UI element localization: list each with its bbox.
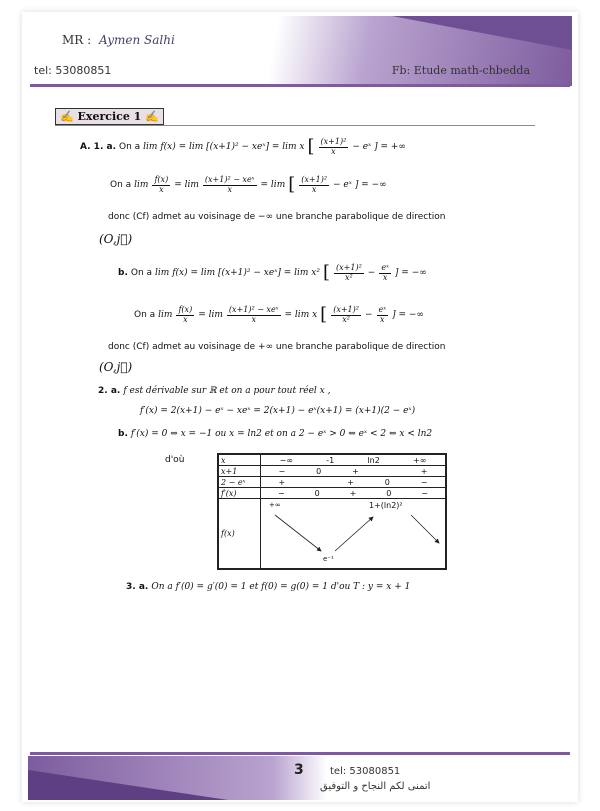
- mr-label: MR :: [62, 33, 92, 47]
- contact-line: [34, 64, 566, 77]
- header-rule: [30, 84, 570, 87]
- author-line: [62, 33, 175, 47]
- line-donc1: donc (Cf) admet au voisinage de −∞ une branche parabolique de direction: [108, 212, 446, 222]
- dou-label: d'où: [165, 455, 185, 465]
- footer-wish: اتمنى لكم النجاح و التوفيق: [320, 781, 431, 792]
- fx-min: e⁻¹: [323, 555, 334, 563]
- footer-rule: [30, 752, 570, 755]
- line-a1b: On a lim $\frac{f(x)}{x}$ = lim $\frac{\text{(x+1)² − xeˣ}}{x}$ = lim [ $\frac{\text{(x+1)²}}{x}$ − eˣ ] = −∞: [110, 174, 387, 196]
- page-number: 3: [294, 762, 304, 778]
- table-header-row: x −∞ -1 ln2 +∞: [219, 455, 446, 466]
- exercise-rule: [55, 125, 535, 126]
- header-tel: tel: 53080851: [34, 64, 112, 77]
- fx-top-left: +∞: [269, 501, 281, 509]
- variation-arrows: [261, 499, 447, 569]
- line-b2: On a lim $\frac{f(x)}{x}$ = lim $\frac{\text{(x+1)² − xeˣ}}{x}$ = lim x [ $\frac{\text{(x+1)²}}{\text{x²}}$ − $\frac{\text{eˣ}}{x}$ ] = −∞: [134, 304, 424, 326]
- line-dir2: (O,j⃗): [99, 360, 133, 374]
- fx-max: 1+(ln2)²: [369, 501, 403, 510]
- line-q3: 3. a. On a f′(0) = g′(0) = 1 et f(0) = g(0) = 1 d'ou T : y = x + 1: [126, 582, 411, 592]
- fx-row: f(x) +∞ e⁻¹ 1+(ln2)²: [219, 499, 446, 569]
- line-dir1: (O,j⃗): [99, 232, 133, 246]
- table-row: x+1 − 0 + +: [219, 466, 446, 477]
- line-donc2: donc (Cf) admet au voisinage de +∞ une branche parabolique de direction: [108, 342, 446, 352]
- line-b1: b. On a lim f(x) = lim [(x+1)² − xeˣ] = lim x² [ $\frac{\text{(x+1)²}}{\text{x²}}$ − $\frac{\text{eˣ}}{x}$ ] = −∞: [118, 262, 427, 284]
- header-fb: Fb: Etude math-chbedda: [391, 64, 530, 77]
- table-row: f′(x) − 0 + 0 −: [219, 488, 446, 499]
- line-a1: A. 1. a. On a lim f(x) = lim [(x+1)² − xeˣ] = lim x [ $\frac{\text{(x+1)²}}{x}$ − eˣ ] = +∞: [80, 136, 406, 158]
- author-signature: Aymen Salhi: [99, 33, 175, 47]
- footer-tel: tel: 53080851: [330, 766, 401, 777]
- variation-table: [217, 453, 447, 570]
- line-q2b: b. f′(x) = 0 ⇔ x = −1 ou x = ln2 et on a 2 − eˣ > 0 ⇔ eˣ < 2 ⇔ x < ln2: [118, 429, 433, 439]
- line-q2a: 2. a. f est dérivable sur ℝ et on a pour tout réel x ,: [98, 386, 331, 396]
- table-row: 2 − eˣ + + 0 −: [219, 477, 446, 488]
- exercise-title: ✍ Exercice 1 ✍: [55, 108, 164, 125]
- line-q2-deriv: f′(x) = 2(x+1) − eˣ − xeˣ = 2(x+1) − eˣ(x+1) = (x+1)(2 − eˣ): [140, 406, 416, 416]
